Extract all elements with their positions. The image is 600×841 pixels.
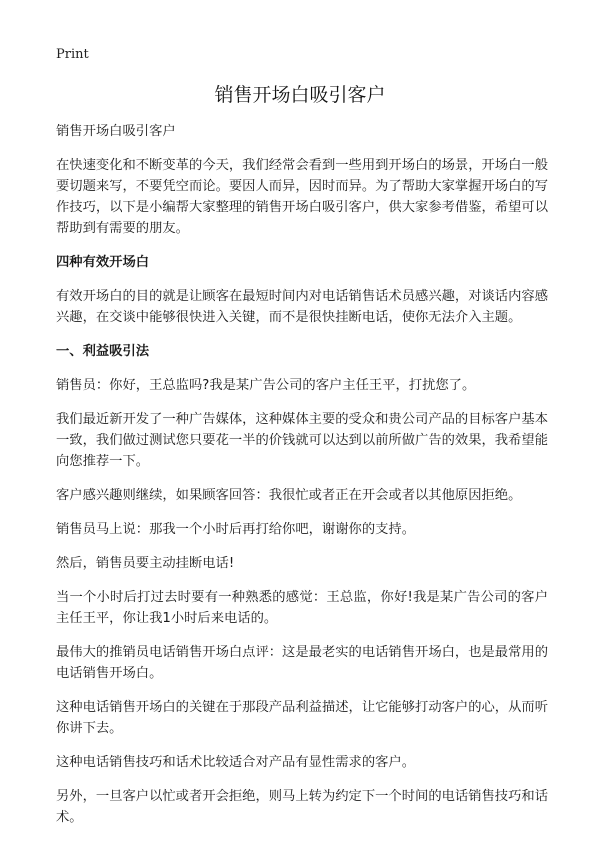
paragraph: 最伟大的推销员电话销售开场白点评：这是最老实的电话销售开场白，也是最常用的电话销售开场白。 (56, 645, 548, 681)
paragraph: 然后，销售员要主动挂断电话! (56, 556, 235, 571)
paragraph: 客户感兴趣则继续，如果顾客回答：我很忙或者正在开会或者以其他原因拒绝。 (56, 488, 522, 503)
paragraph: 这种电话销售技巧和话术比较适合对产品有显性需求的客户。 (56, 755, 416, 770)
paragraph: 当一个小时后打过去时要有一种熟悉的感觉：王总监，你好!我是某广告公司的客户主任王平，你让我1小时后来电话的。 (56, 590, 548, 626)
paragraph: 我们最近新开发了一种广告媒体，这种媒体主要的受众和贵公司产品的目标客户基本一致，我们做过测试您只要花一半的价钱就可以达到以前所做广告的效果，我希望能向您推荐一下。 (56, 412, 548, 469)
section-heading-benefit-attraction: 一、利益吸引法 (56, 344, 150, 359)
paragraph: 销售员马上说：那我一个小时后再打给你吧，谢谢你的支持。 (56, 522, 416, 537)
print-link[interactable]: Print (56, 47, 89, 62)
paragraph: 销售员：你好，王总监吗?我是某广告公司的客户主任王平，打扰您了。 (56, 378, 476, 393)
document-body (56, 121, 548, 841)
section-heading-effective-openings: 四种有效开场白 (56, 255, 150, 270)
intro-paragraph: 在快速变化和不断变革的今天，我们经常会看到一些用到开场白的场景，开场白一般要切题来写，不要凭空而论。要因人而异，因时而异。为了帮助大家掌握开场白的写作技巧，以下是小编帮大家整理的销售开场白吸引客户，供大家参考借鉴，希望可以帮助到有需要的朋友。 (56, 158, 548, 236)
document-subtitle: 销售开场白吸引客户 (56, 124, 176, 139)
paragraph: 这种电话销售开场白的关键在于那段产品利益描述，让它能够打动客户的心，从而听你讲下去。 (56, 700, 548, 736)
paragraph: 另外，一旦客户以忙或者开会拒绝，则马上转为约定下一个时间的电话销售技巧和话术。 (56, 789, 548, 825)
page-title: 销售开场白吸引客户 (214, 84, 386, 106)
paragraph: 有效开场白的目的就是让顾客在最短时间内对电话销售话术员感兴趣，对谈话内容感兴趣，在交谈中能够很快进入关键，而不是很快挂断电话，使你无法介入主题。 (56, 289, 548, 325)
